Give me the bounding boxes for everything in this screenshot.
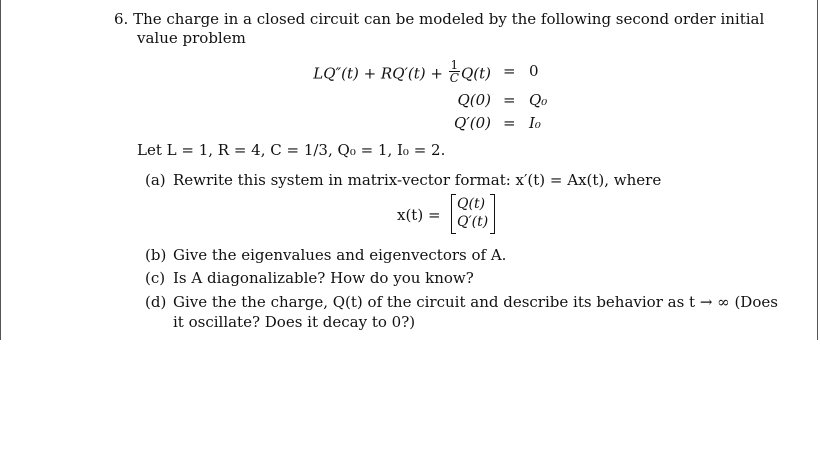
- fraction-denominator: C: [449, 71, 459, 85]
- state-vector-lhs: x(t) =: [397, 206, 441, 224]
- problem-number: 6.: [114, 10, 129, 28]
- part-c-label: (c): [145, 269, 166, 287]
- part-c-text: Is A diagonalizable? How do you know?: [173, 269, 474, 287]
- equation-1-rhs: 0: [529, 62, 539, 80]
- state-vector-bottom-entry: Q′(t): [457, 214, 489, 230]
- part-b-label: (b): [145, 246, 167, 264]
- given-values: Let L = 1, R = 4, C = 1/3, Q₀ = 1, I₀ = 2.: [137, 141, 446, 159]
- part-b-text: Give the eigenvalues and eigenvectors of A.: [173, 246, 507, 264]
- equation-3-lhs: Q′(0): [454, 114, 491, 132]
- equation-1-lhs: [300, 58, 491, 87]
- page-left-edge: [0, 0, 1, 340]
- page-right-edge: [817, 0, 818, 340]
- equation-1-lhs-a: LQ″(t) + RQ′(t) +: [313, 64, 443, 83]
- problem-intro-line1: [114, 10, 765, 28]
- part-d-text-line1: Give the the charge, Q(t) of the circuit and describe its behavior as t → ∞ (Does: [173, 293, 778, 311]
- part-a-text: Rewrite this system in matrix-vector format: x′(t) = Ax(t), where: [173, 171, 662, 189]
- equation-3-equals: =: [503, 114, 516, 132]
- state-vector-top-entry: Q(t): [457, 196, 486, 212]
- left-bracket: [451, 194, 456, 234]
- problem-intro-line2: value problem: [137, 29, 246, 47]
- equation-1-fraction: [449, 59, 460, 84]
- equation-1-equals: =: [503, 62, 516, 80]
- right-bracket: [490, 194, 495, 234]
- equation-1-lhs-b: Q(t): [460, 64, 491, 83]
- equation-2-equals: =: [503, 91, 516, 109]
- part-d-text-line2: it oscillate? Does it decay to 0?): [173, 313, 416, 331]
- equation-2-rhs: Q₀: [529, 91, 548, 109]
- problem-intro-text: The charge in a closed circuit can be modeled by the following second order initial: [133, 10, 765, 28]
- equation-3-rhs: I₀: [529, 114, 541, 132]
- equation-2-lhs: Q(0): [457, 91, 491, 109]
- fraction-numerator: 1: [450, 58, 459, 72]
- part-d-label: (d): [145, 293, 167, 311]
- state-vector-matrix: [451, 194, 495, 234]
- part-a-label: (a): [145, 171, 166, 189]
